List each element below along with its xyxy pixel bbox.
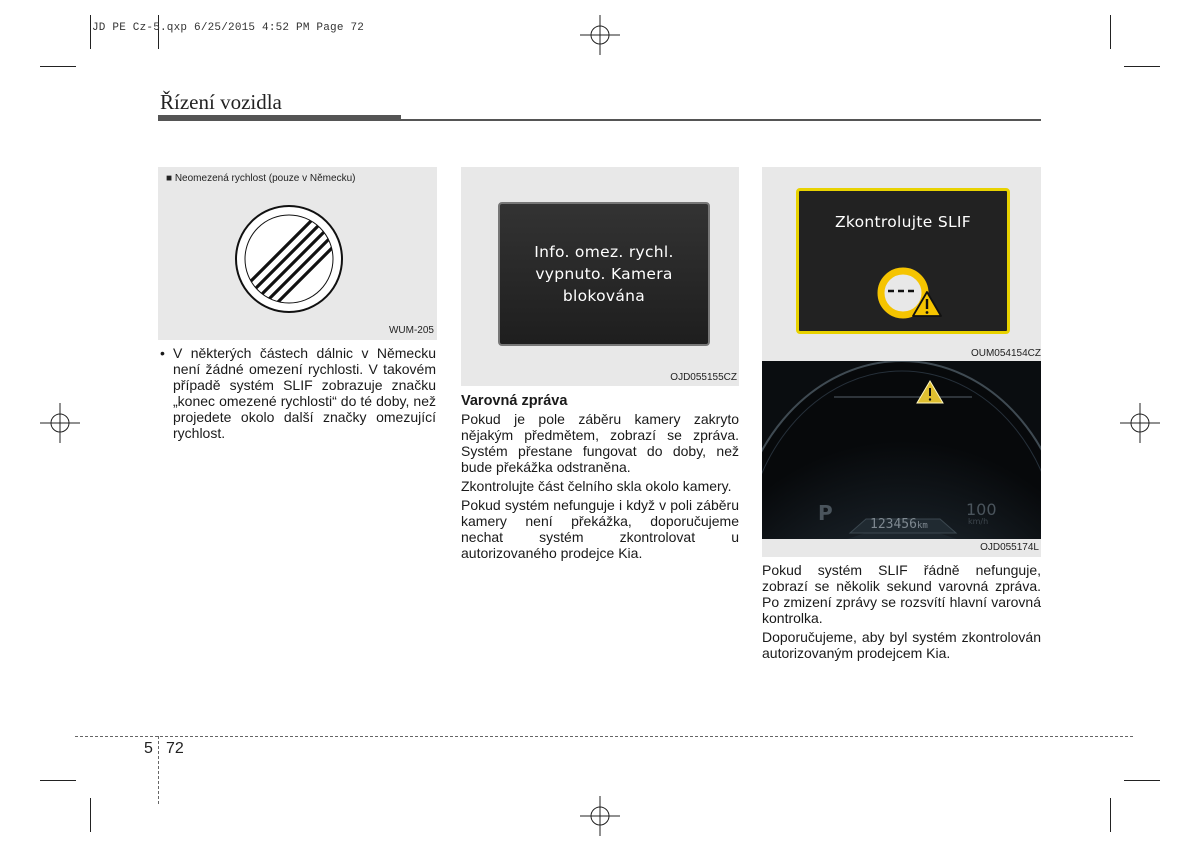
instrument-cluster-image [762, 361, 1041, 539]
speed-unit: km/h [968, 517, 989, 526]
warning-flash-icon [915, 379, 945, 405]
crop-mark [1110, 798, 1111, 832]
paragraph: Zkontrolujte část čelního skla okolo kamery. [461, 478, 732, 494]
sign-figure-panel [158, 167, 437, 340]
column-3-text [762, 562, 1041, 664]
check-slif-message-screen [796, 188, 1010, 334]
crop-mark [1110, 15, 1111, 49]
warning-heading: Varovná zpráva [461, 393, 568, 409]
registration-mark-right [1120, 403, 1160, 443]
footer-divider [158, 736, 159, 804]
page-number: 72 [166, 740, 184, 757]
registration-mark-bottom [580, 796, 620, 836]
figure-caption [166, 173, 355, 184]
caption-square-icon: ■ [166, 173, 173, 184]
bullet-list [158, 345, 436, 441]
crop-mark [90, 798, 91, 832]
section-title: Řízení vozidla [160, 90, 282, 114]
registration-mark-left [40, 403, 80, 443]
caption-text: Neomezená rychlost (pouze v Německu) [174, 173, 356, 184]
crop-mark [40, 66, 76, 67]
cluster-caption-strip [762, 539, 1041, 557]
bullet-item: • V některých částech dálnic v Německu není žádné omezení rychlosti. V takovém případě systém SLIF zobrazuje značku „konec omezené rychlosti“ do té doby, než projedete okolo další značky omezující rychlost. [158, 345, 436, 441]
column-1-text [158, 345, 436, 441]
gear-indicator: P [818, 501, 833, 525]
crop-mark [40, 780, 76, 781]
footer-rule [75, 736, 1133, 737]
slif-message: Zkontrolujte SLIF [835, 213, 971, 231]
camera-blocked-message-screen: Info. omez. rychl. vypnuto. Kamera blokována [498, 202, 710, 346]
column-2-text [461, 393, 739, 564]
paragraph: Pokud systém SLIF řádně nefunguje, zobrazí se několik sekund varovná zpráva. Po zmizení zprávy se rozsvítí hlavní varovná kontrolka. [762, 562, 1041, 626]
odometer-readout [870, 517, 928, 532]
crop-mark [1124, 780, 1160, 781]
crop-mark [90, 15, 91, 49]
title-rule-thin [158, 119, 1041, 121]
print-slug: JD PE Cz-5.qxp 6/25/2015 4:52 PM Page 72 [92, 22, 365, 34]
figure-code: WUM-205 [388, 325, 434, 336]
chapter-number: 5 [144, 740, 153, 757]
figure-code: OUM054154CZ [970, 348, 1041, 359]
paragraph: Pokud je pole záběru kamery zakryto nějakým předmětem, zobrazí se zpráva. Systém přestane fungovat do doby, než bude překážka odstraněna. [461, 411, 739, 475]
figure-code: OJD055174L [980, 542, 1039, 553]
odometer-value: 123456 [870, 517, 917, 532]
speed-readout: 100 [966, 500, 997, 519]
registration-mark-top [580, 15, 620, 55]
slif-warning-icon [875, 265, 945, 321]
figure-code: OJD055155CZ [670, 372, 737, 383]
crop-mark [1124, 66, 1160, 67]
paragraph: Doporučujeme, aby byl systém zkontrolován autorizovaným prodejcem Kia. [762, 629, 1041, 661]
end-of-speed-limit-sign-icon [233, 203, 345, 315]
paragraph: Pokud systém nefunguje i když v poli záběru kamery není překážka, doporučujeme nechat systém zkontrolovat u autorizovaného prodejce Kia. [461, 497, 739, 561]
odometer-unit: km [916, 521, 928, 531]
